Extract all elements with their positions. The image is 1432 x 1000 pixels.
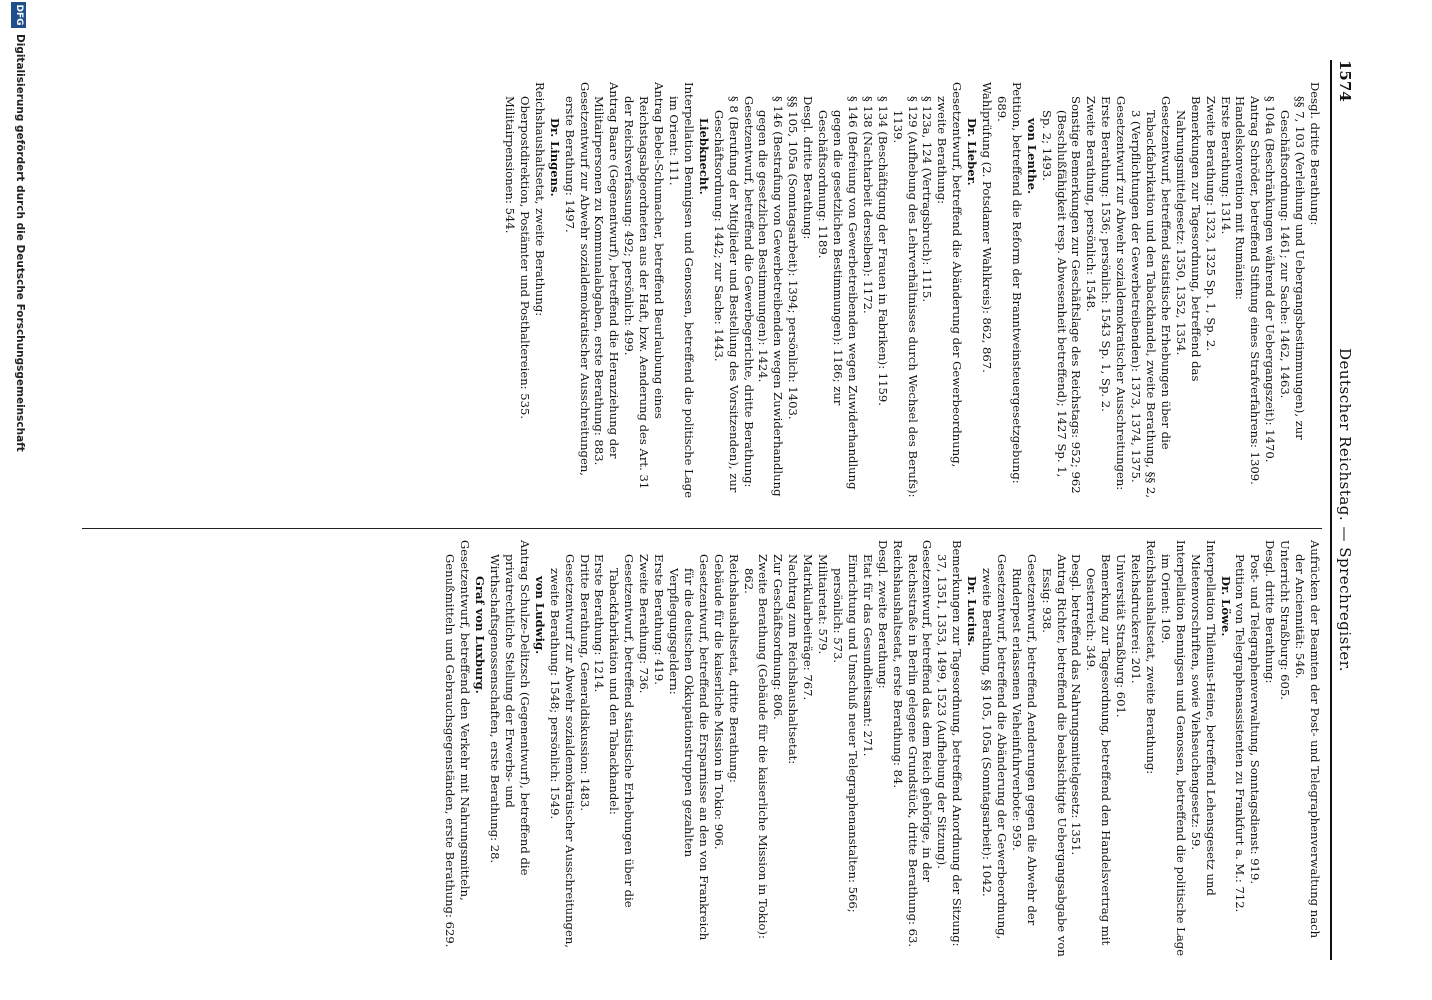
register-entry: § 138 (Nachtarbeit derselben): 1172. [860, 96, 875, 314]
register-entry: Desgl. zweite Berathung: [875, 540, 890, 689]
register-entry: Petition, betreffend die Reform der Branntweinsteuergesetzgebung: 689. [994, 82, 1024, 484]
speaker-name: Dr. Lieber. [965, 118, 980, 186]
register-entry: § 146 (Bestrafung von Gewerbetreibenden wegen Zuwiderhandlung gegen die gesetzlichen Bestimmungen): 1424. [756, 96, 786, 497]
speaker-name: Dr. Löwe. [1218, 576, 1233, 637]
register-entry: Aufrücken der Beamten der Post- und Telegraphenverwaltung nach der Anciennität: 546. [1293, 540, 1322, 939]
register-entry: Reichshaushaltsetat, zweite Berathung: [532, 82, 547, 317]
speaker-name: Dr. Lingens. [547, 118, 562, 197]
speaker-name: von Ludwig. [532, 576, 547, 655]
register-entry: Sonstige Bemerkungen zur Geschäftslage des Reichstags: 952; 962 (Beschlußfähigkeit resp. Abwesenheit betreffend); 1427 Sp. 1, Sp. 2; 1493. [1039, 96, 1084, 494]
register-entry: Interpellation Bennigsen und Genossen, betreffend die politische Lage im Orient: 111. [667, 82, 696, 499]
register-entry: Matrikularbeiträge: 767. [801, 554, 816, 701]
register-entry: Gesetzentwurf zur Abwehr sozialdemokratischer Ausschreitungen: [1114, 96, 1129, 491]
running-head: Deutscher Reichstag. — Sprechregister. [1336, 347, 1354, 673]
register-entry: Antrag Baare (Gegenentwurf), betreffend die Heranziehung der Militairpersonen zu Kommunalabgaben, erste Berathung: 883. [592, 82, 622, 466]
left-column [72, 82, 1322, 500]
register-entry: Gebäude für die kaiserliche Mission in Tokio: 906. [711, 554, 726, 850]
register-entry: Reichshaushaltsetat, zweite Berathung: [1144, 540, 1159, 775]
register-entry: Nachtrag zum Reichshaushaltsetat: [786, 554, 801, 765]
register-entry: Wahlprüfung (2. Potsdamer Wahlkreis): 862, 867. [980, 82, 995, 373]
register-entry: Dritte Berathung, Generaldiskussion: 1483. [577, 554, 592, 812]
register-entry: Gesetzentwurf, betreffend die Abänderung der Gewerbeordnung, zweite Berathung, §§ 105, 105a (Sonntagsarbeit): 1042. [980, 554, 1009, 940]
register-entry: Reichshaushaltsetat, dritte Berathung: [726, 554, 741, 783]
register-entry: Antrag Richter, betreffend die beabsichtigte Uebergangsabgabe von Essig: 938. [1039, 554, 1069, 957]
register-entry: Oberpostdirektion, Postämter und Posthaltereien: 535. [517, 96, 532, 420]
register-entry: Gesetzentwurf, betreffend die Abänderung der Gewerbeordnung, zweite Berathung: [935, 82, 965, 468]
funding-note: Digitalisierung gefördert durch die Deutsche Forschungsgemeinschaft [14, 34, 26, 452]
page-footer [4, 0, 34, 1000]
register-entry: Antrag Schröder, betreffend Stiftung eines Strafverfahrens: 1309. [1248, 96, 1263, 485]
register-entry: § 123a, 124 (Vertragsbruch): 1115. [920, 96, 935, 303]
dfg-logo: DFG [11, 2, 26, 28]
register-entry: Gesetzentwurf, betreffend das dem Reich gehörige, in der Reichsstraße in Berlin gelegene Grundstück, dritte Berathung: 63. [905, 540, 935, 948]
page-number: 1574 [1336, 60, 1354, 102]
register-entry: Bemerkung zur Tagesordnung, betreffend den Handelsvertrag mit Oesterreich: 349. [1084, 554, 1114, 946]
register-entry: Gesetzentwurf, betreffend die Ersparnisse an den von Frankreich für die deutschen Okkupationstruppen gezahlten Verpflegungsgeldern: [667, 554, 711, 941]
speaker-name: von Lenthe. [1024, 118, 1039, 195]
register-entry: § 8 (Berufung der Mitglieder und Bestellung des Vorsitzenden), zur Geschäftsordnung: 1442; zur Sache: 1443. [711, 96, 741, 493]
register-entry: Desgl. dritte Berathung: [801, 96, 816, 240]
register-entry: Gesetzentwurf zur Abwehr sozialdemokratischer Ausschreitungen, zweite Berathung: 1548; persönlich: 1549. [547, 554, 577, 948]
register-entry: Militairpensionen: 544. [503, 96, 518, 234]
register-entry: Desgl. dritte Berathung: [1263, 540, 1278, 684]
register-entry: §§ 7, 103 (Verleihung und Uebergangsbestimmungen), zur Geschäftsordnung: 1461; zur Sache: 1462, 1463. [1278, 96, 1308, 440]
register-entry: Erste Berathung: 1214. [592, 554, 607, 693]
register-entry: Zweite Berathung (Gebäude für die kaiserliche Mission in Tokio): 862. [741, 554, 771, 939]
register-entry: Antrag Schulze-Delitzsch (Gegenentwurf), betreffend die privatrechtliche Stellung der Erwerbs- und Wirthschaftsgenossenschaften, erste Berathung: 28. [488, 540, 532, 876]
register-entry: Gesetzentwurf zur Abwehr sozialdemokratischer Ausschreitungen, erste Berathung: 1497. [562, 82, 592, 476]
register-entry: Reichsdruckerei: 201. [1129, 554, 1144, 684]
register-entry: Gesetzentwurf, betreffend den Verkehr mit Nahrungsmitteln, Genußmitteln und Gebrauchsgegenständen, erste Berathung: 629. [443, 540, 473, 948]
register-entry: Bemerkungen zur Tagesordnung, betreffend Anordnung der Sitzung: 37, 1351, 1353, 1499, 1523 (Aufhebung der Sitzung). [935, 540, 965, 947]
register-entry: Gesetzentwurf, betreffend Aenderungen gegen die Abwehr der Rinderpest erlassenen Vieheinfuhrverbote: 959. [1009, 554, 1039, 926]
register-entry: Zweite Berathung: 736. [637, 554, 652, 694]
register-entry: § 129 (Aufhebung des Lehrverhältnisses durch Wechsel des Berufs): 1139. [890, 96, 920, 498]
register-entry: §§ 105, 105a (Sonntagsarbeit): 1394; persönlich: 1403. [786, 96, 801, 420]
register-entry: Gesetzentwurf, betreffend statistische Erhebungen über die Tabackfabrikation und den Tabackhandel, zweite Berathung, §§ 2, 3 (Verpflichtungen der Gewerbetreibenden): 1373, 1374, 1375. [1129, 96, 1173, 499]
register-entry: Desgl. dritte Berathung: [1308, 82, 1322, 226]
register-entry: Desgl. betreffend das Nahrungsmittelgesetz: 1351. [1069, 554, 1084, 856]
right-column [72, 540, 1322, 958]
register-entry: § 104a (Beschränkungen während der Uebergangszeit): 1470. [1263, 96, 1278, 463]
register-entry: § 146 (Befreiung von Gewerbetreibenden wegen Zuwiderhandlung gegen die gesetzlichen Bestimmungen): 1186; zur Geschäftsordnung: 1189. [816, 96, 860, 490]
speaker-name: Graf von Luxburg. [473, 576, 488, 694]
register-entry: Erste Berathung: 1314. [1218, 96, 1233, 235]
register-entry: Interpellation Bennigsen und Genossen, betreffend die politische Lage im Orient: 109. [1158, 540, 1188, 957]
register-entry: Zweite Berathung: 1323, 1325 Sp. 1, Sp. 2. [1203, 96, 1218, 352]
register-entry: Bemerkungen zur Tagesordnung, betreffend das Nahrungsmittelgesetz: 1350, 1352, 1354. [1173, 96, 1203, 382]
register-entry: Erste Berathung: 1536; persönlich: 1543 Sp. 1, Sp. 2. [1099, 96, 1114, 412]
register-entry: Etat für das Gesundheitsamt: 271. [860, 554, 875, 757]
register-entry: Interpellation Thilenius-Heine, betreffend Lehensgesetz und Mietenvorschriften, sowie Viehseuchengesetz: 59. [1188, 540, 1218, 896]
register-entry: Antrag Bebel-Schumacher, betreffend Beurlaubung eines Reichstagsabgeordneten aus der Haft, bzw. Aenderung des Art. 31 der Reichsverfassung: 492; persönlich: 499. [622, 82, 667, 490]
register-entry: Reichshaushaltsetat, erste Berathung: 84. [890, 540, 905, 789]
page-header [1330, 60, 1362, 960]
register-entry: Zweite Berathung, persönlich: 1548. [1084, 96, 1099, 312]
column-divider [82, 528, 1322, 529]
register-entry: Gesetzentwurf, betreffend statistische Erhebungen über die Tabackfabrikation und den Tabackhandel: [607, 554, 637, 908]
speaker-name: Dr. Lucius. [965, 576, 980, 647]
register-entry: § 134 (Beschäftigung der Frauen in Fabriken): 1159. [875, 96, 890, 406]
register-entry: Post- und Telegraphenverwaltung, Sonntagsdienst: 919. [1248, 554, 1263, 885]
register-entry: Gesetzentwurf, betreffend die Gewerbegerichte, dritte Berathung: [741, 96, 756, 488]
register-entry: Unterricht Straßburg: 605. [1278, 540, 1293, 700]
register-entry: Militairetat: 579. [816, 554, 831, 655]
register-entry: Universität Straßburg: 601. [1114, 554, 1129, 718]
speaker-name: Liebknecht. [696, 118, 711, 195]
register-entry: Handelskonvention mit Rumänien: [1233, 96, 1248, 300]
register-entry: Petition von Telegraphenassistenten zu Frankfurt a. M.: 712. [1233, 554, 1248, 913]
register-entry: Einrichtung und Umschuß neuer Telegraphenanstalten: 566; persönlich: 573. [831, 554, 860, 913]
register-entry: Zur Geschäftsordnung: 806. [771, 554, 786, 720]
register-entry: Erste Berathung: 419. [652, 554, 667, 685]
